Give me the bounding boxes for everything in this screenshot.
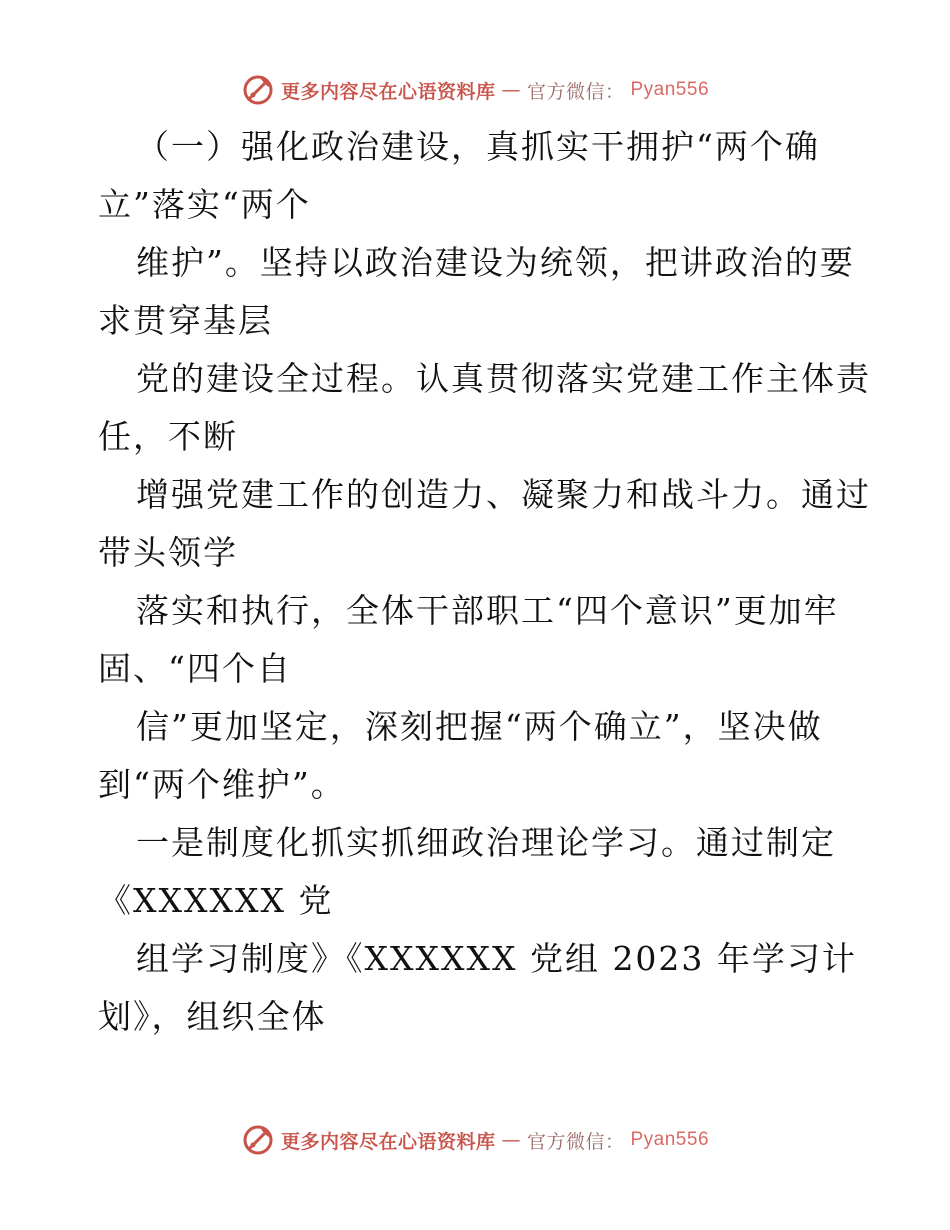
text-line: 《XXXXXX 党 xyxy=(98,881,334,920)
text-line: 信”更加坚定，深刻把握“两个确立”，坚决做 xyxy=(136,707,823,746)
watermark-dash: — xyxy=(501,1129,521,1151)
watermark-brand: 更多内容尽在心语资料库 xyxy=(280,1130,496,1153)
text-line: 增强党建工作的创造力、凝聚力和战斗力。通过 xyxy=(136,475,871,514)
text-line: 求贯穿基层 xyxy=(98,301,273,340)
text-line: 固、“四个自 xyxy=(98,649,292,688)
watermark-dash: — xyxy=(501,79,521,101)
text-line: 党的建设全过程。认真贯彻落实党建工作主体责 xyxy=(136,359,871,398)
watermark-wechat-label: 官方微信： xyxy=(526,80,625,103)
text-line: 到“两个维护”。 xyxy=(98,765,346,804)
text-line: 任，不断 xyxy=(98,417,238,456)
text-line: 落实和执行，全体干部职工“四个意识”更加牢 xyxy=(136,591,839,630)
text-line: 带头领学 xyxy=(98,533,238,572)
text-line: 维护”。坚持以政治建设为统领，把讲政治的要 xyxy=(136,243,855,282)
footer-watermark xyxy=(0,1120,950,1160)
watermark-brand: 更多内容尽在心语资料库 xyxy=(280,80,496,103)
header-watermark xyxy=(0,70,950,110)
watermark-wechat-label: 官方微信： xyxy=(526,1130,625,1153)
document-body xyxy=(98,118,871,1046)
text-line: 组学习制度》《XXXXXX 党组 2023 年学习计 xyxy=(136,939,857,978)
quill-seal-icon xyxy=(241,1123,275,1157)
text-line: 立”落实“两个 xyxy=(98,185,311,224)
watermark-wechat-id: Pyan556 xyxy=(630,79,710,100)
text-line: 一是制度化抓实抓细政治理论学习。通过制定 xyxy=(136,823,836,862)
text-line: 划》，组织全体 xyxy=(98,997,327,1036)
quill-seal-icon xyxy=(241,73,275,107)
watermark-wechat-id: Pyan556 xyxy=(630,1129,710,1150)
text-line: （一）强化政治建设，真抓实干拥护“两个确 xyxy=(136,127,820,166)
